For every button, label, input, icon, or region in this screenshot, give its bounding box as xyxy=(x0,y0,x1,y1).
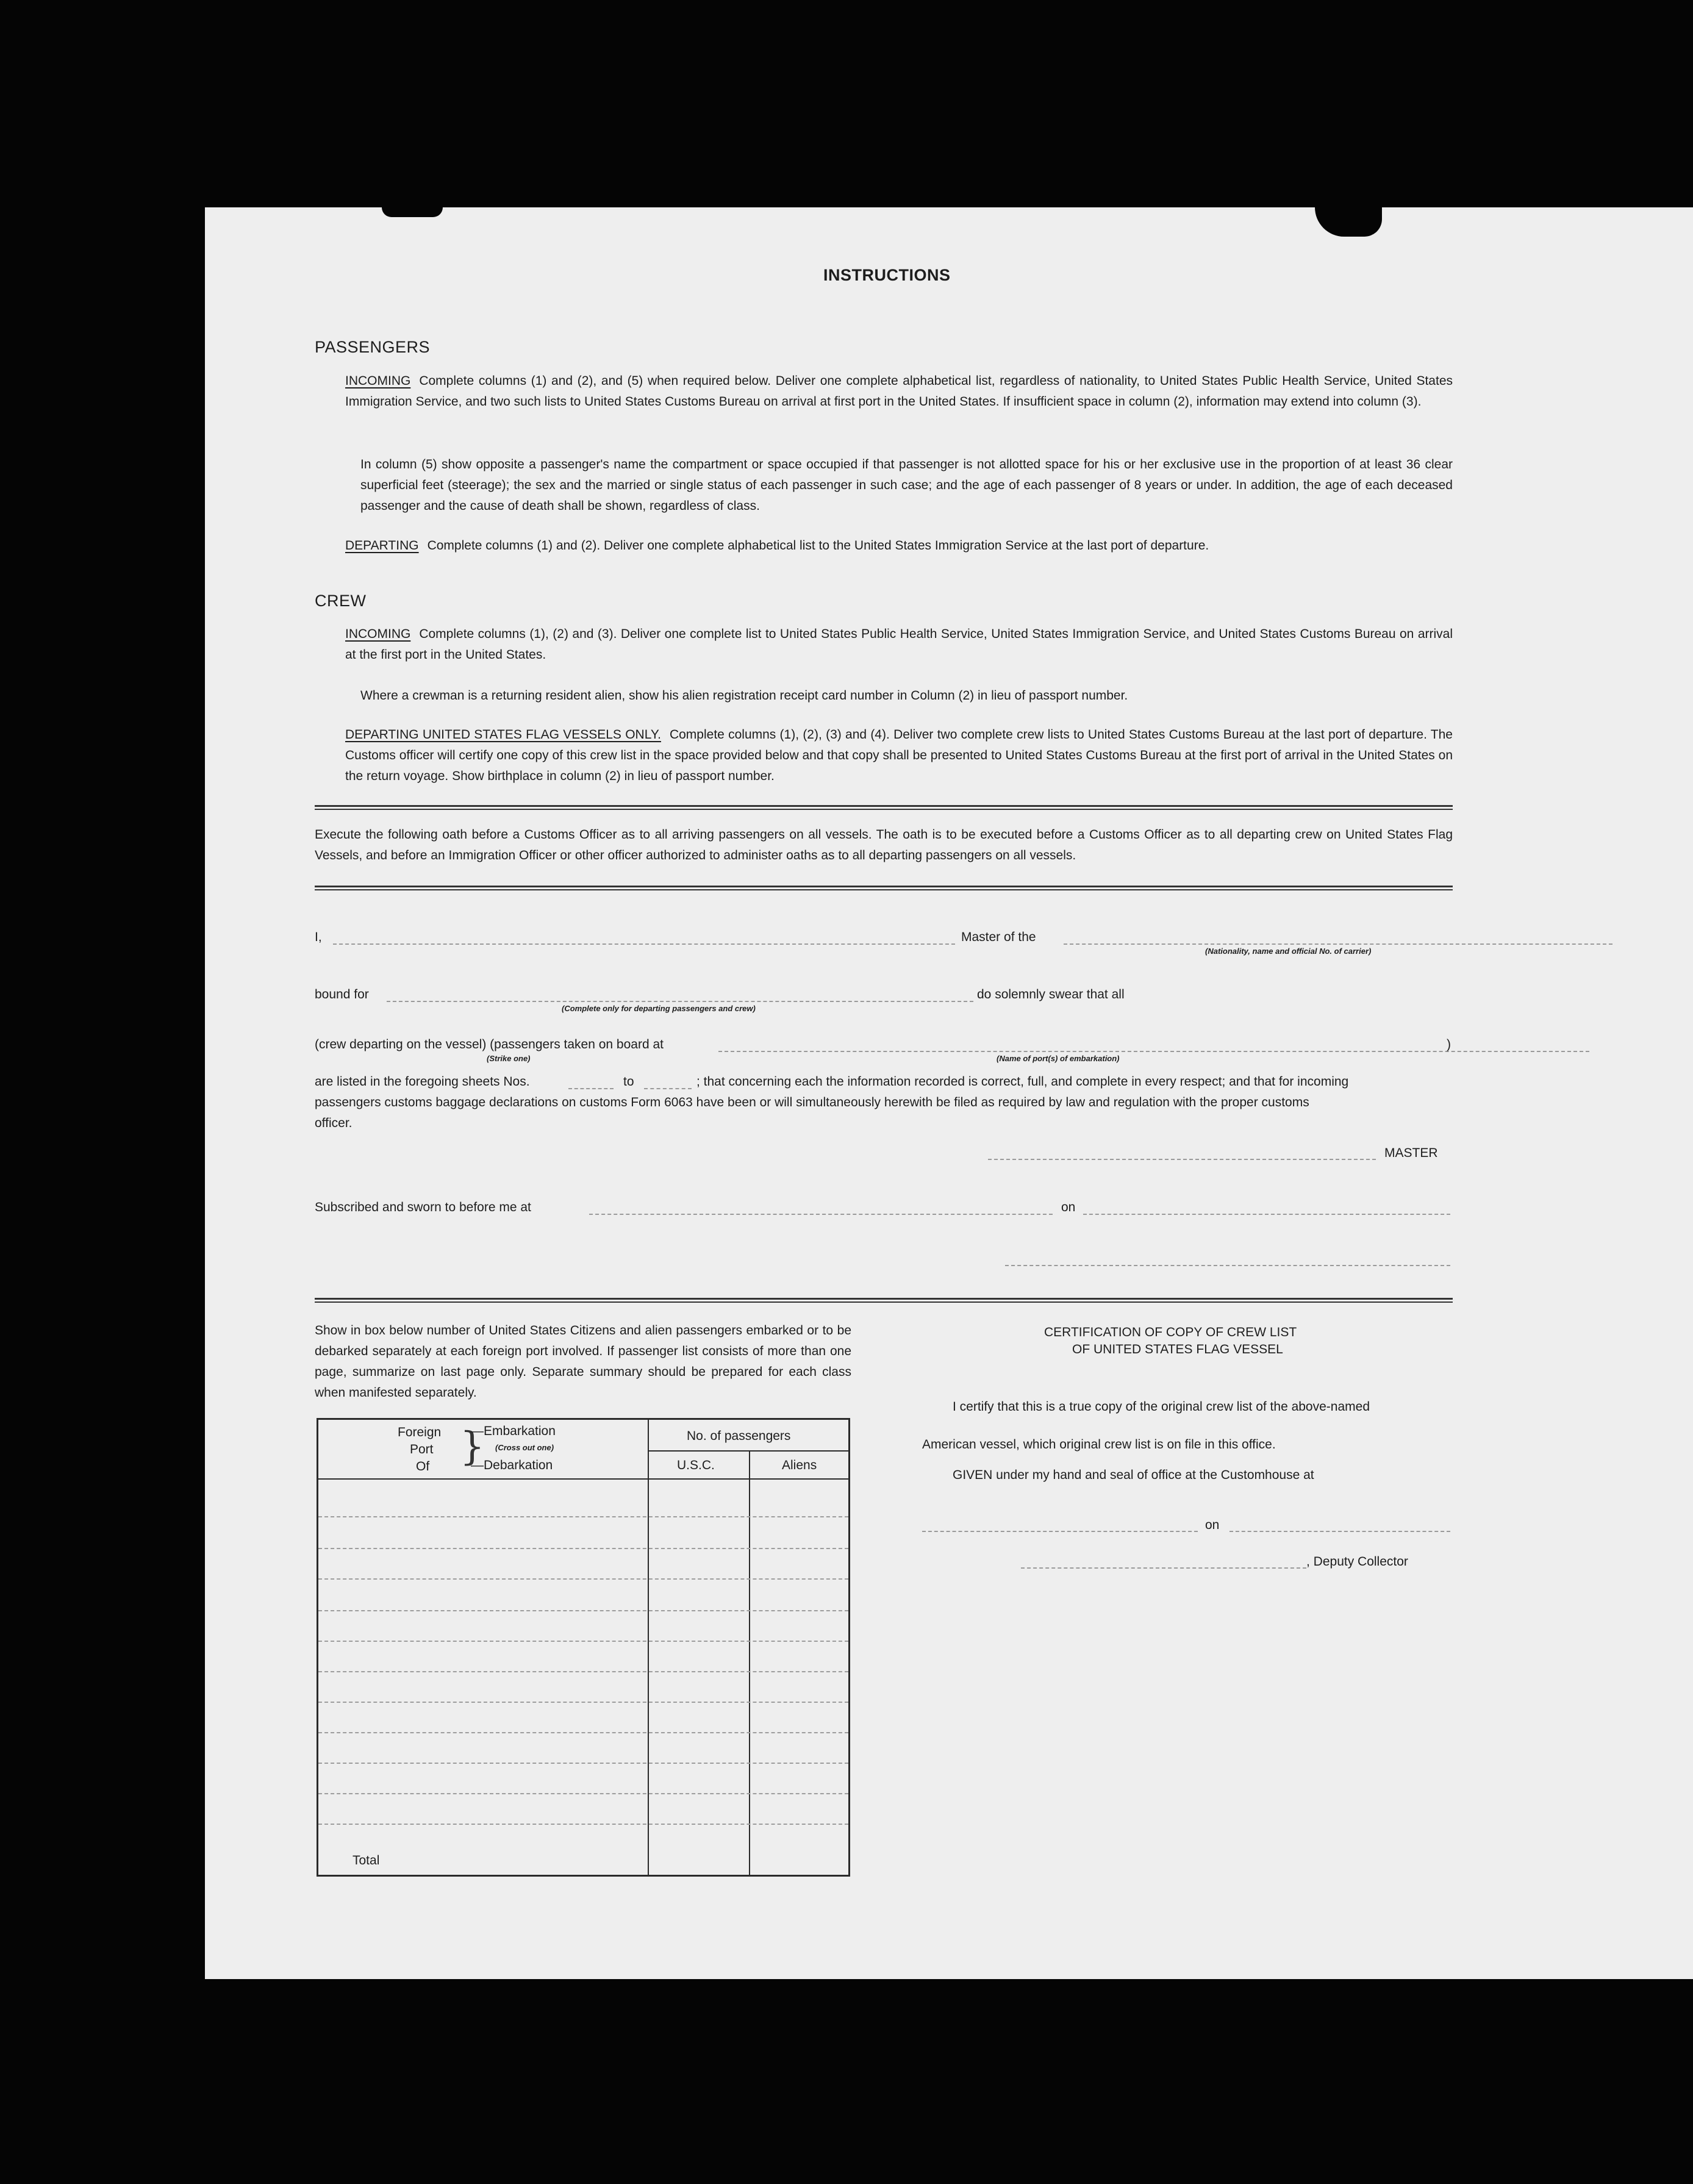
crew-incoming-label: INCOMING xyxy=(345,627,411,641)
table-header-split xyxy=(648,1450,848,1452)
master-label: MASTER xyxy=(1384,1146,1438,1160)
master-signature-field[interactable] xyxy=(988,1159,1376,1160)
listed-line3: officer. xyxy=(315,1116,353,1130)
crew-departing-text: Complete columns (1), (2), (3) and (4). Deliver two complete crew lists to United States Customs Bureau at the last port of departure. The Customs officer will certify one copy of this crew list in the space provided below and that copy shall be presented to United States Customs Bureau at the first port of arrival in the United States on the return voyage. Show birthplace in column (2) in lieu of passport number. xyxy=(345,728,1453,783)
table-col-divider-2 xyxy=(749,1450,750,1875)
cross-out-note: (Cross out one) xyxy=(495,1443,554,1452)
col-port: Port xyxy=(410,1442,434,1456)
master-of-label: Master of the xyxy=(961,930,1036,944)
crew-resident: Where a crewman is a returning resident alien, show his alien registration receipt card number in Column (2) in lieu of passport number. xyxy=(360,689,1128,703)
certification-line-3: GIVEN under my hand and seal of office at the Customhouse at xyxy=(953,1468,1314,1482)
debarkation-label: —Debarkation xyxy=(471,1458,553,1472)
crew-departing-label: DEPARTING UNITED STATES FLAG VESSELS ONLY. xyxy=(345,728,661,742)
table-row xyxy=(318,1610,848,1611)
aliens-header: Aliens xyxy=(782,1458,817,1472)
certification-line-2: American vessel, which original crew list is on file in this office. xyxy=(922,1438,1276,1452)
certification-line-1: I certify that this is a true copy of the original crew list of the above-named xyxy=(953,1400,1370,1414)
passengers-incoming-label: INCOMING xyxy=(345,374,411,388)
subscribed-label: Subscribed and sworn to before me at xyxy=(315,1200,531,1214)
table-row xyxy=(318,1763,848,1764)
nationality-note: (Nationality, name and official No. of carrier) xyxy=(1205,947,1372,956)
listed-rest: ; that concerning each the information recorded is correct, full, and complete in every respect; and that for incoming xyxy=(696,1075,1349,1089)
page-title: INSTRUCTIONS xyxy=(823,266,951,284)
divider-3 xyxy=(315,1298,1453,1303)
certification-title-2: OF UNITED STATES FLAG VESSEL xyxy=(1072,1342,1283,1356)
table-row xyxy=(318,1516,848,1517)
brace-icon: } xyxy=(460,1424,485,1469)
table-row xyxy=(318,1793,848,1794)
usc-header: U.S.C. xyxy=(677,1458,715,1472)
to-label: to xyxy=(623,1075,634,1089)
embarkation-port-field[interactable] xyxy=(718,1051,1589,1052)
form-page xyxy=(205,207,1693,1979)
table-row xyxy=(318,1578,848,1580)
divider-2 xyxy=(315,886,1453,890)
table-row xyxy=(318,1548,848,1549)
certification-title-1: CERTIFICATION OF COPY OF CREW LIST xyxy=(1044,1325,1297,1339)
subscribed-date-field[interactable] xyxy=(1083,1214,1450,1215)
master-name-field[interactable] xyxy=(333,943,955,945)
complete-only-note: (Complete only for departing passengers and crew) xyxy=(562,1004,756,1013)
oath-intro: Execute the following oath before a Customs Officer as to all arriving passengers on all vessels. The oath is to be executed before a Customs Officer as to all departing crew on United States Flag Vessels, and before an Immigration Officer or other officer authorized to administer oaths as to all departing passengers on all vessels. xyxy=(315,828,1453,862)
passengers-departing-label: DEPARTING xyxy=(345,539,419,553)
swear-label: do solemnly swear that all xyxy=(977,987,1125,1001)
passengers-incoming xyxy=(345,371,1453,412)
crew-incoming-text: Complete columns (1), (2) and (3). Deliver one complete list to United States Public Health Service, United States Immigration Service, and United States Customs Bureau on arrival at the first port in the United States. xyxy=(345,627,1453,662)
passengers-heading: PASSENGERS xyxy=(315,338,431,356)
table-row xyxy=(318,1671,848,1672)
passengers-departing-text: Complete columns (1) and (2). Deliver one complete alphabetical list to the United States Immigration Service at the last port of departure. xyxy=(427,539,1209,553)
carrier-field[interactable] xyxy=(1064,943,1612,945)
crew-heading: CREW xyxy=(315,592,367,610)
subscribed-place-field[interactable] xyxy=(589,1214,1053,1215)
oath-i-label: I, xyxy=(315,930,322,944)
table-col-divider-1 xyxy=(648,1420,649,1875)
officer-signature-field[interactable] xyxy=(1005,1265,1450,1266)
table-header-bottom xyxy=(318,1478,848,1480)
deputy-signature-field[interactable] xyxy=(1021,1567,1306,1569)
listed-line2: passengers customs baggage declarations on customs Form 6063 have been or will simultaneously herewith be filed as required by law and regulation with the proper customs xyxy=(315,1095,1309,1109)
torn-corner-left xyxy=(382,207,443,217)
listed-start: are listed in the foregoing sheets Nos. xyxy=(315,1075,530,1089)
port-note: (Name of port(s) of embarkation) xyxy=(997,1054,1120,1063)
strike-note: (Strike one) xyxy=(487,1054,531,1063)
passengers-incoming-text: Complete columns (1) and (2), and (5) when required below. Deliver one complete alphabetical list, regardless of nationality, to United States Public Health Service, United States Immigration Service, and two such lists to United States Customs Bureau on arrival at first port in the United States. If insufficient space in column (2), information may extend into column (3). xyxy=(345,374,1453,409)
certification-on-label: on xyxy=(1205,1518,1220,1532)
table-row xyxy=(318,1641,848,1642)
crew-incoming xyxy=(345,624,1453,665)
table-row xyxy=(318,1702,848,1703)
table-row xyxy=(318,1732,848,1733)
embarkation-label: —Embarkation xyxy=(471,1424,556,1438)
passengers-column5: In column (5) show opposite a passenger's name the compartment or space occupied if that passenger is not allotted space for his or her exclusive use in the proportion of at least 36 clear superficial feet (steerage); the sex and the married or single status of each passenger in such case; and the age of each passenger of 8 years or under. In addition, the age of each deceased passenger and the cause of death shall be shown, regardless of class. xyxy=(360,457,1453,513)
subscribed-on-label: on xyxy=(1061,1200,1076,1214)
sheet-from-field[interactable] xyxy=(568,1088,614,1089)
bound-for-field[interactable] xyxy=(387,1001,973,1002)
no-of-passengers-header: No. of passengers xyxy=(687,1429,791,1443)
crew-passengers-label: (crew departing on the vessel) (passengers taken on board at xyxy=(315,1037,664,1051)
deputy-collector-label: , Deputy Collector xyxy=(1306,1555,1408,1569)
divider-1 xyxy=(315,805,1453,810)
col-foreign: Foreign xyxy=(398,1425,442,1439)
bound-for-label: bound for xyxy=(315,987,369,1001)
summary-intro: Show in box below number of United States Citizens and alien passengers embarked or to be debarked separately at each foreign port involved. If passenger list consists of more than one page, summarize on last page only. Separate summary should be prepared for each class when manifested separately. xyxy=(315,1323,851,1400)
torn-corner-right xyxy=(1315,207,1382,237)
sheet-to-field[interactable] xyxy=(644,1088,692,1089)
table-row xyxy=(318,1824,848,1825)
total-label: Total xyxy=(353,1853,380,1867)
close-paren: ) xyxy=(1447,1037,1451,1051)
passenger-summary-table xyxy=(317,1418,850,1877)
crew-departing xyxy=(345,725,1453,787)
passengers-departing xyxy=(345,535,1453,556)
col-of: Of xyxy=(416,1459,430,1473)
customhouse-field[interactable] xyxy=(922,1531,1198,1532)
certification-date-field[interactable] xyxy=(1229,1531,1450,1532)
